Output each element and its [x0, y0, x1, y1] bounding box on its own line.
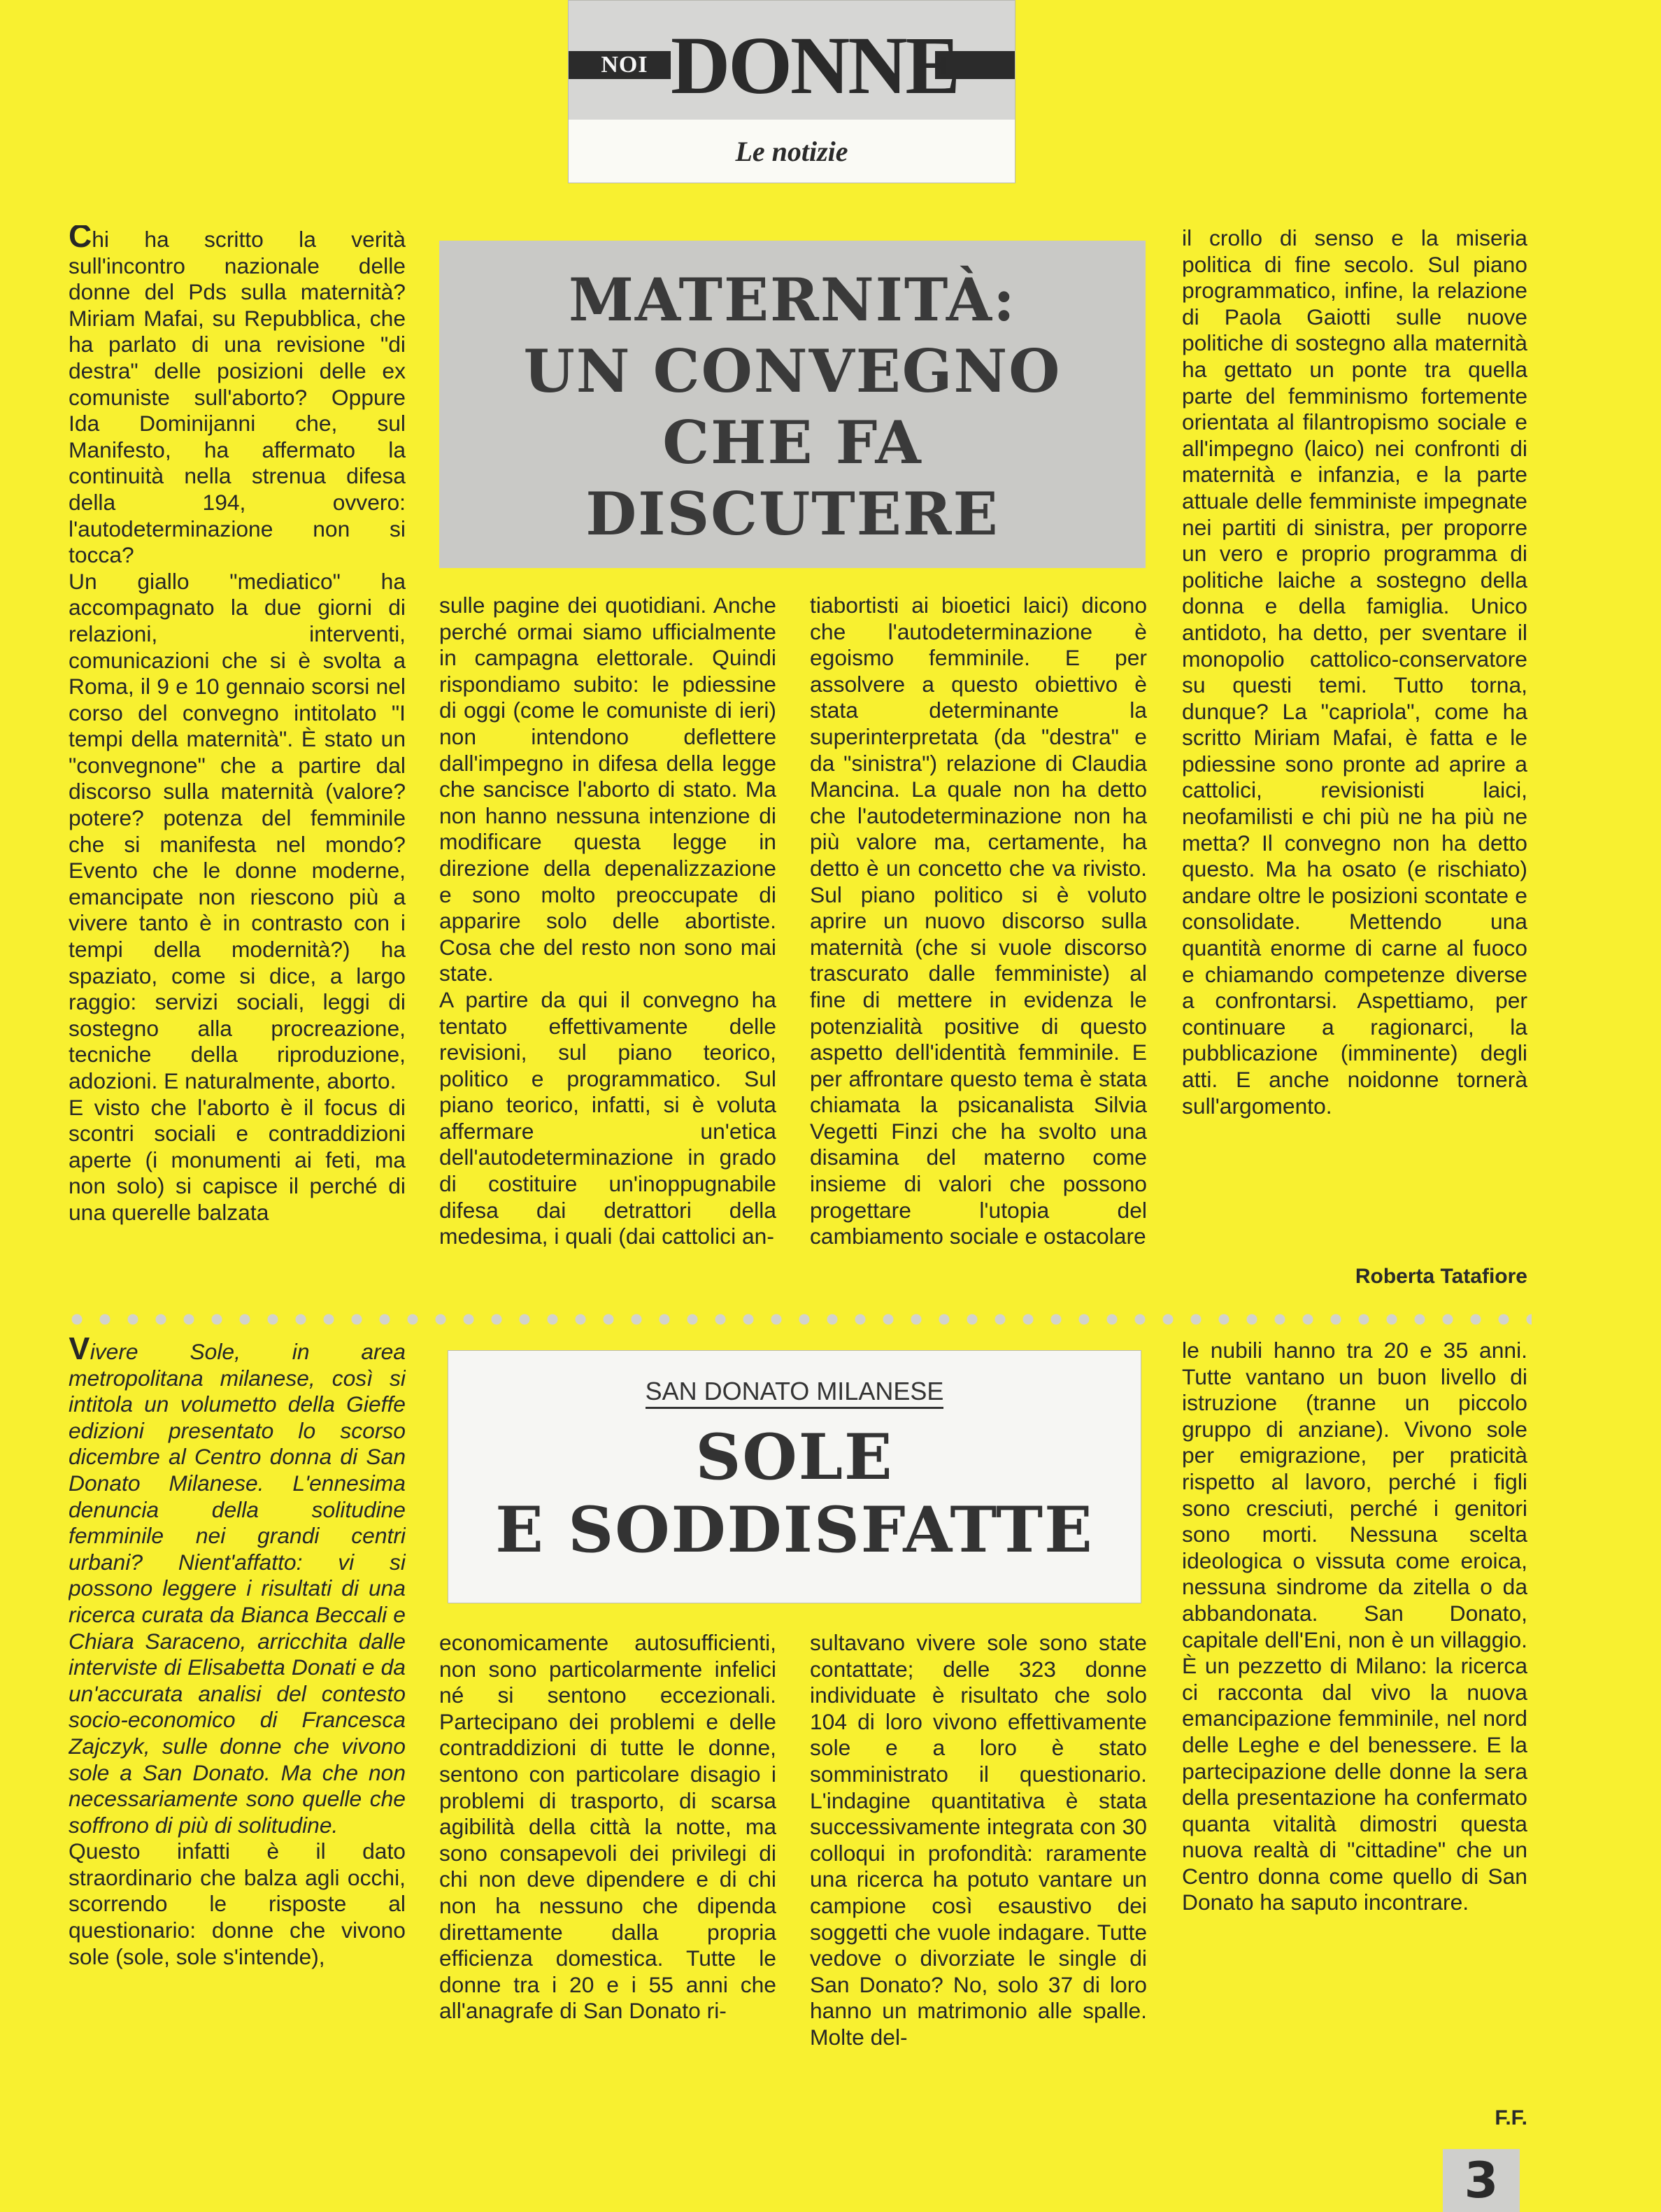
article1-column-2: [439, 593, 776, 1303]
article2-dropcap: V: [69, 1338, 90, 1366]
article2-col1-para1: Vivere Sole, in area metropolitana milanese, così si intitola un volumetto della Gieffe edizioni presentato lo scorso dicembre al Centro donna di San Donato Milanese. L'ennesima denuncia della solitudine femminile nei grandi centri urbani? Nient'affatto: vi si possono leggere i risultati di una ricerca curata da Bianca Beccali e Chiara Saraceno, arricchita dalle interviste di Elisabetta Donati e da un'accurata analisi del contesto socio-economico di Francesca Zajczyk, sulle donne che vivono sole a San Donato. Ma che non necessariamente sono quelle che soffrono di più di solitudine.: [69, 1338, 406, 1838]
article2-col1-para2: Questo infatti è il dato straordinario che balza agli occhi, scorrendo le risposte al questionario: donne che vivono sole (sole, sole s'intende),: [69, 1838, 406, 1969]
article1-headline: [439, 264, 1146, 550]
article1-col1-para3: E visto che l'aborto è il focus di scontri sociali e contraddizioni aperte (i monumenti ai feti, ma non solo) si capisce il perché di una querelle balzata: [69, 1094, 406, 1225]
article1-col4-para1: il crollo di senso e la miseria politica di fine secolo. Sul piano programmatico, infine, la relazione di Paola Gaiotti sulle nuove politiche di sostegno alla maternità ha gettato un ponte tra quella parte del femminismo fortemente orientata al filantropismo sociale e all'impegno (laico) nei confronti di maternità e infanzia, e la parte attuale delle femministe impegnate nei partiti di sinistra, per proporre un vero e proprio programma di politiche laiche a sostegno della donna e della famiglia. Unico antidoto, ha detto, per sventare il monopolio cattolico-conservatore su questi temi. Tutto torna, dunque? La "capriola", come ha scritto Miriam Mafai, è fatta e le pdiessine sono pronte ad aprire a cattolici, revisionisti laici, neofamilisti e chi più ne ha più ne metta? Il convegno non ha detto questo. Ma ha osato (e rischiato) andare oltre le posizioni scontate e consolidate. Mettendo una quantità enorme di carne al fuoco e chiamando competenze diverse a confrontarsi. Aspettiamo, per continuare a ragionarci, la pubblicazione (imminente) degli atti. E anche noidonne tornerà sull'argomento.: [1182, 225, 1527, 1119]
article1-column-3: [810, 593, 1147, 1303]
article2-headline-line-2: E SODDISFATTE: [495, 1493, 1094, 1567]
article2-kicker: SAN DONATO MILANESE: [448, 1376, 1141, 1407]
article2-headline: [448, 1421, 1141, 1566]
article1-col3-para1: tiabortisti ai bioetici laici) dicono che l'autodeterminazione è egoismo femminile. E per assolvere a questo obiettivo è stata determinante la superinterpretata (da "destra" e da "sinistra") relazione di Claudia Mancina. La quale non ha detto che l'autodeterminazione non ha più valore ma, certamente, ha detto è un concetto che va rivisto. Sul piano politico si è voluto aprire un nuovo discorso sulla maternità (che si vuole discorso trascurato dalle femministe) al fine di mettere in evidenza le potenzialità positive di questo aspetto dell'identità femminile. E per affrontare questo tema è stata chiamata la psicanalista Silvia Vegetti Finzi che ha svolto una disamina del materno come insieme di valori che possono progettare l'utopia del cambiamento sociale e ostacolare: [810, 593, 1147, 1249]
article1-column-1: [69, 225, 406, 1303]
masthead-donne: DONNE: [671, 20, 959, 111]
masthead: [568, 0, 1015, 183]
page-number: 3: [1443, 2149, 1520, 2212]
article2-column-4: [1182, 1338, 1527, 2100]
masthead-noi: NOI: [601, 52, 648, 78]
article1-col2-para2: A partire da qui il convegno ha tentato effettivamente delle revisioni, sul piano teorico, politico e programmatico. Sul piano teorico, infatti, si è voluta affermare un'etica dell'autodeterminazione in grado di costituire un'inoppugnabile difesa dai detrattori della medesima, i quali (dai cattolici an-: [439, 986, 776, 1249]
article1-col1-para2: Un giallo "mediatico" ha accompagnato la due giorni di relazioni, interventi, comunicazioni che si è svolta a Roma, il 9 e 10 gennaio scorsi nel corso del convegno intitolato "I tempi della maternità". È stato un "convegnone" che a partire dal discorso sulla maternità (valore? potere? potenza del femminile che si manifesta nel mondo? Evento che le donne moderne, emancipate non riescono più a vivere tanto è in contrasto con i tempi della modernità?) ha spaziato, come si dice, a largo raggio: servizi sociali, leggi di sostegno alla procreazione, tecniche della riproduzione, adozioni. E naturalmente, aborto.: [69, 568, 406, 1093]
article2-column-1: [69, 1338, 406, 2139]
article1-headline-line-1: MATERNITÀ:: [568, 265, 1017, 334]
masthead-subtitle: Le notizie: [735, 136, 848, 167]
article1-col1-para1: Chi ha scritto la verità sull'incontro nazionale delle donne del Pds sulla maternità? Miriam Mafai, su Repubblica, che ha parlato di una revisione "di destra" delle posizioni delle ex comuniste sull'aborto? Oppure Ida Dominijanni che, sul Manifesto, ha affermato la continuità nella strenua difesa della 194, ovvero: l'autodeterminazione non si tocca?: [69, 225, 406, 569]
article1-headline-line-3: CHE FA: [662, 408, 922, 477]
article2-col3-para1: sultavano vivere sole sono state contattate; delle 323 donne individuate è risultato che solo 104 di loro vivono effettivamente sole e a loro è stato somministrato il questionario. L'indagine quantitativa è stata successivamente integrata con 30 colloqui in profondità: raramente una ricerca ha potuto vantare un campione così esaustivo dei soggetti che vuole indagare. Tutte vedove o divorziate le single di San Donato? No, solo 37 di loro hanno un matrimonio alle spalle. Molte del-: [810, 1630, 1147, 2050]
article2-column-2: [439, 1630, 776, 2139]
section-separator: [70, 1312, 1532, 1326]
article2-column-3: [810, 1630, 1147, 2139]
article1-headline-box: [439, 241, 1146, 568]
article1-signature: Roberta Tatafiore: [1355, 1265, 1527, 1288]
article1-headline-line-4: DISCUTERE: [585, 479, 999, 548]
article2-col2-para1: economicamente autosufficienti, non sono particolarmente infelici né si sentono eccezionali. Partecipano dei problemi e delle contraddizioni di tutte le donne, sentono con particolare disagio i problemi di trasporto, di scarsa agibilità della città la notte, ma sono consapevoli dei privilegi di chi non deve dipendere e di chi non ha nessuno che dipenda direttamente dalla propria efficienza domestica. Tutte le donne tra i 20 e i 55 anni che all'anagrafe di San Donato ri-: [439, 1630, 776, 2024]
article1-col2-para1: sulle pagine dei quotidiani. Anche perché ormai siamo ufficialmente in campagna elettorale. Quindi rispondiamo subito: le pdiessine di oggi (come le comuniste di ieri) non intendono deflettere dall'impegno in difesa della legge che sancisce l'aborto di stato. Ma non hanno nessuna intenzione di modificare questa legge in direzione della depenalizzazione e sono molto preoccupate di apparire solo delle abortiste. Cosa che del resto non sono mai state.: [439, 593, 776, 986]
article1-dropcap: C: [69, 225, 92, 254]
article2-signature: F.F.: [1495, 2106, 1527, 2129]
article1-headline-line-2: UN CONVEGNO: [523, 336, 1062, 406]
article2-col4-para1: le nubili hanno tra 20 e 35 anni. Tutte vantano un buon livello di istruzione (tranne un piccolo gruppo di anziane). Vivono sole per emigrazione, per praticità rispetto al lavoro, perché i figli sono cresciuti, perché i genitori sono morti. Nessuna scelta ideologica o vissuta come eroica, nessuna sindrome da zitella o da abbandonata. San Donato, capitale dell'Eni, non è un villaggio. È un pezzetto di Milano: la ricerca ci racconta dal vivo la nuova emancipazione femminile, nel nord delle Leghe e del benessere. E la partecipazione delle donne la sera della presentazione ha confermato quanta vitalità dimostri questa nuova realtà di "cittadine" che un Centro donna come quello di San Donato ha saputo incontrare.: [1182, 1338, 1527, 1915]
article1-column-4: [1182, 225, 1527, 1271]
article2-headline-box: [448, 1350, 1141, 1603]
article2-headline-line-1: SOLE: [695, 1420, 894, 1494]
